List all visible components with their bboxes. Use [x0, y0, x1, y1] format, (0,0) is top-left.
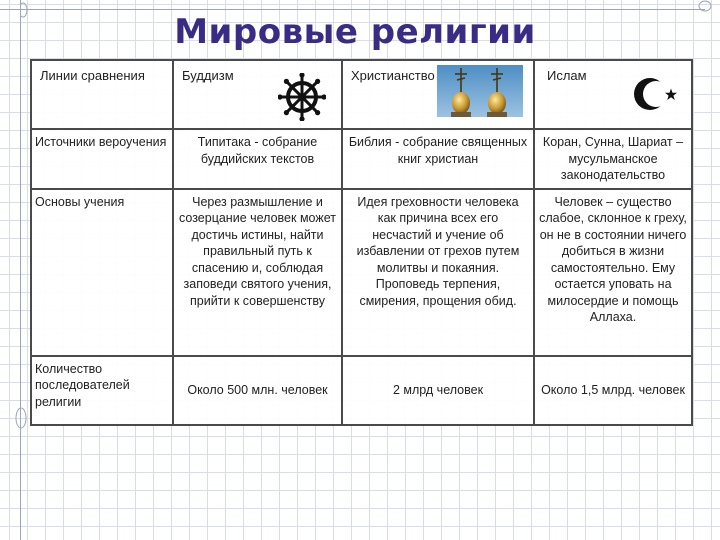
table-row	[31, 356, 692, 426]
header-buddhism: Буддизм	[173, 60, 342, 129]
decorative-ring-icon	[14, 406, 28, 430]
decorative-left-line	[20, 0, 21, 540]
table-cell: Человек – существо слабое, склонное к греху, он не в состоянии ничего добиться в жизни самостоятельно. Ему остается уповать на милосердие и помощь Аллаха.	[534, 189, 692, 356]
decorative-ring-icon	[696, 0, 714, 16]
table-header-row	[31, 60, 692, 129]
table-cell: Идея греховности человека как причина всех его несчастий и учение об избавлении от грехов путем молитвы и покаяния. Проповедь терпения, смирения, прощения обид.	[342, 189, 534, 356]
decorative-ring-icon	[20, 1, 34, 19]
row-label: Основы учения	[31, 189, 173, 356]
page-title: Мировые религии	[174, 12, 536, 52]
comparison-table	[30, 59, 693, 426]
table-cell: Типитака - собрание буддийских текстов	[173, 129, 342, 189]
dharma-wheel-icon	[278, 73, 326, 121]
table-cell: Коран, Сунна, Шариат – мусульманское законодательство	[534, 129, 692, 189]
header-islam: Ислам	[534, 60, 692, 129]
header-christianity: Христианство	[342, 60, 534, 129]
table-row	[31, 129, 692, 189]
orthodox-domes-photo	[437, 65, 523, 117]
decorative-top-line	[0, 9, 705, 10]
header-comparison-lines: Линии сравнения	[31, 60, 173, 129]
row-label: Источники вероучения	[31, 129, 173, 189]
table-cell: Около 500 млн. человек	[173, 356, 342, 426]
table-cell: 2 млрд человек	[342, 356, 534, 426]
table-cell: Около 1,5 млрд. человек	[534, 356, 692, 426]
table-cell: Через размышление и созерцание человек может достичь истины, найти правильный путь к спасению и, соблюдая заповеди святого учения, прийти к совершенству	[173, 189, 342, 356]
row-label: Количество последователей религии	[31, 356, 173, 426]
crescent-star-icon	[633, 75, 679, 113]
table-cell: Библия - собрание священных книг христиан	[342, 129, 534, 189]
table-row	[31, 189, 692, 356]
